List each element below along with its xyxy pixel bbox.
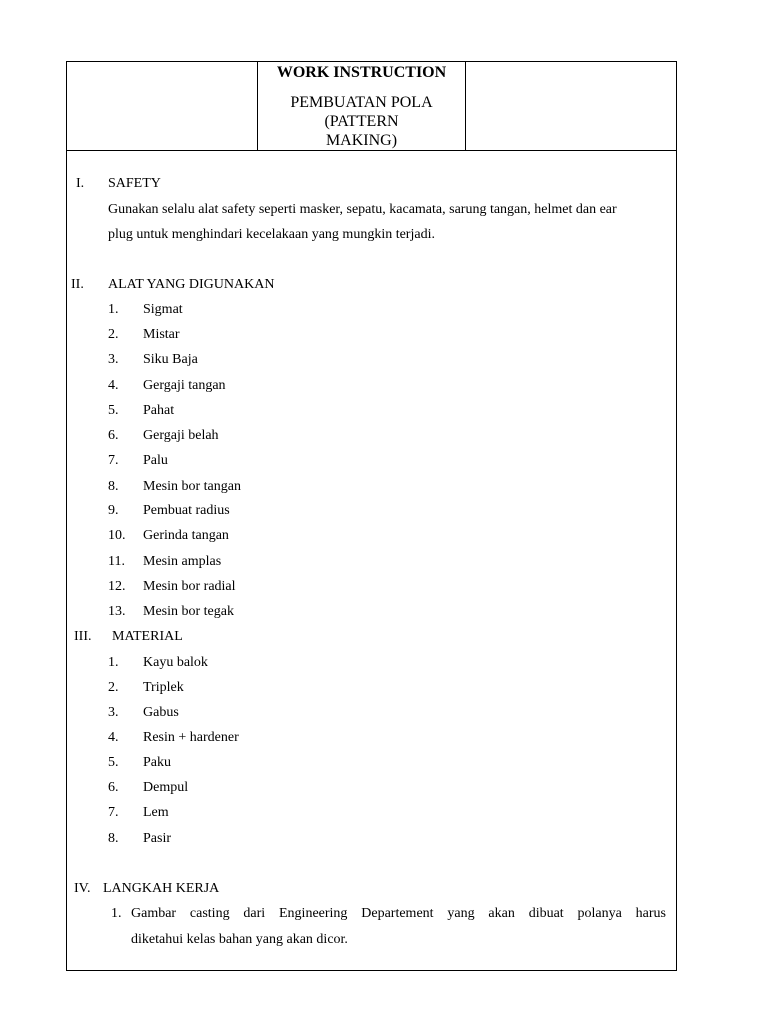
tools-item-label: Palu: [143, 453, 168, 468]
tools-item-label: Pahat: [143, 403, 175, 418]
material-item-number: 3.: [108, 705, 119, 720]
header-title-cell: [258, 62, 466, 150]
doc-type: WORK INSTRUCTION: [276, 64, 447, 81]
safety-text-line2: plug untuk menghindari kecelakaan yang mungkin terjadi.: [108, 227, 435, 242]
tools-item-number: 7.: [108, 453, 119, 468]
material-item-number: 1.: [108, 655, 119, 670]
tools-item-label: Gergaji belah: [143, 428, 219, 443]
material-heading: MATERIAL: [112, 629, 183, 644]
material-item-number: 2.: [108, 680, 119, 695]
material-item-label: Kayu balok: [143, 655, 208, 670]
steps-numeral: IV.: [74, 881, 91, 896]
material-item-number: 8.: [108, 831, 119, 846]
material-item-number: 5.: [108, 755, 119, 770]
steps-item-line2: diketahui kelas bahan yang akan dicor.: [131, 932, 348, 947]
material-item-label: Gabus: [143, 705, 179, 720]
tools-item-number: 5.: [108, 403, 119, 418]
safety-text-line1: Gunakan selalu alat safety seperti masker, sepatu, kacamata, sarung tangan, helmet dan ear: [108, 202, 617, 217]
material-item-number: 4.: [108, 730, 119, 745]
steps-heading: LANGKAH KERJA: [103, 881, 220, 896]
tools-item-label: Siku Baja: [143, 352, 198, 367]
tools-item-number: 9.: [108, 503, 119, 518]
tools-numeral: II.: [71, 277, 84, 292]
document-header: [67, 62, 676, 151]
tools-item-number: 13.: [108, 604, 126, 619]
tools-item-label: Gerinda tangan: [143, 528, 229, 543]
tools-item-number: 8.: [108, 479, 119, 494]
tools-item-number: 12.: [108, 579, 126, 594]
tools-item-number: 4.: [108, 378, 119, 393]
material-item-label: Pasir: [143, 831, 171, 846]
material-item-label: Dempul: [143, 780, 189, 795]
tools-item-number: 2.: [108, 327, 119, 342]
tools-heading: ALAT YANG DIGUNAKAN: [108, 277, 275, 292]
material-item-label: Triplek: [143, 680, 184, 695]
tools-item-label: Sigmat: [143, 302, 183, 317]
tools-item-label: Mesin bor radial: [143, 579, 236, 594]
tools-item-number: 6.: [108, 428, 119, 443]
tools-item-number: 11.: [108, 554, 125, 569]
doc-title: PEMBUATAN POLA (PATTERN MAKING): [290, 94, 433, 149]
tools-item-label: Mistar: [143, 327, 180, 342]
material-item-label: Resin + hardener: [143, 730, 239, 745]
tools-item-label: Mesin bor tegak: [143, 604, 234, 619]
tools-item-label: Mesin bor tangan: [143, 479, 241, 494]
tools-item-number: 1.: [108, 302, 119, 317]
tools-item-label: Mesin amplas: [143, 554, 222, 569]
material-numeral: III.: [74, 629, 92, 644]
steps-item-number: 1.: [111, 906, 122, 921]
steps-item-line1: Gambar casting dari Engineering Departement yang akan dibuat polanya harus: [131, 906, 666, 921]
tools-item-number: 3.: [108, 352, 119, 367]
material-item-label: Lem: [143, 805, 169, 820]
safety-numeral: I.: [76, 176, 85, 191]
header-left-cell: [67, 62, 258, 150]
tools-item-label: Gergaji tangan: [143, 378, 226, 393]
material-item-number: 7.: [108, 805, 119, 820]
header-right-cell: [466, 62, 676, 150]
material-item-label: Paku: [143, 755, 171, 770]
tools-item-number: 10.: [108, 528, 126, 543]
tools-item-label: Pembuat radius: [143, 503, 230, 518]
material-item-number: 6.: [108, 780, 119, 795]
safety-heading: SAFETY: [108, 176, 161, 191]
